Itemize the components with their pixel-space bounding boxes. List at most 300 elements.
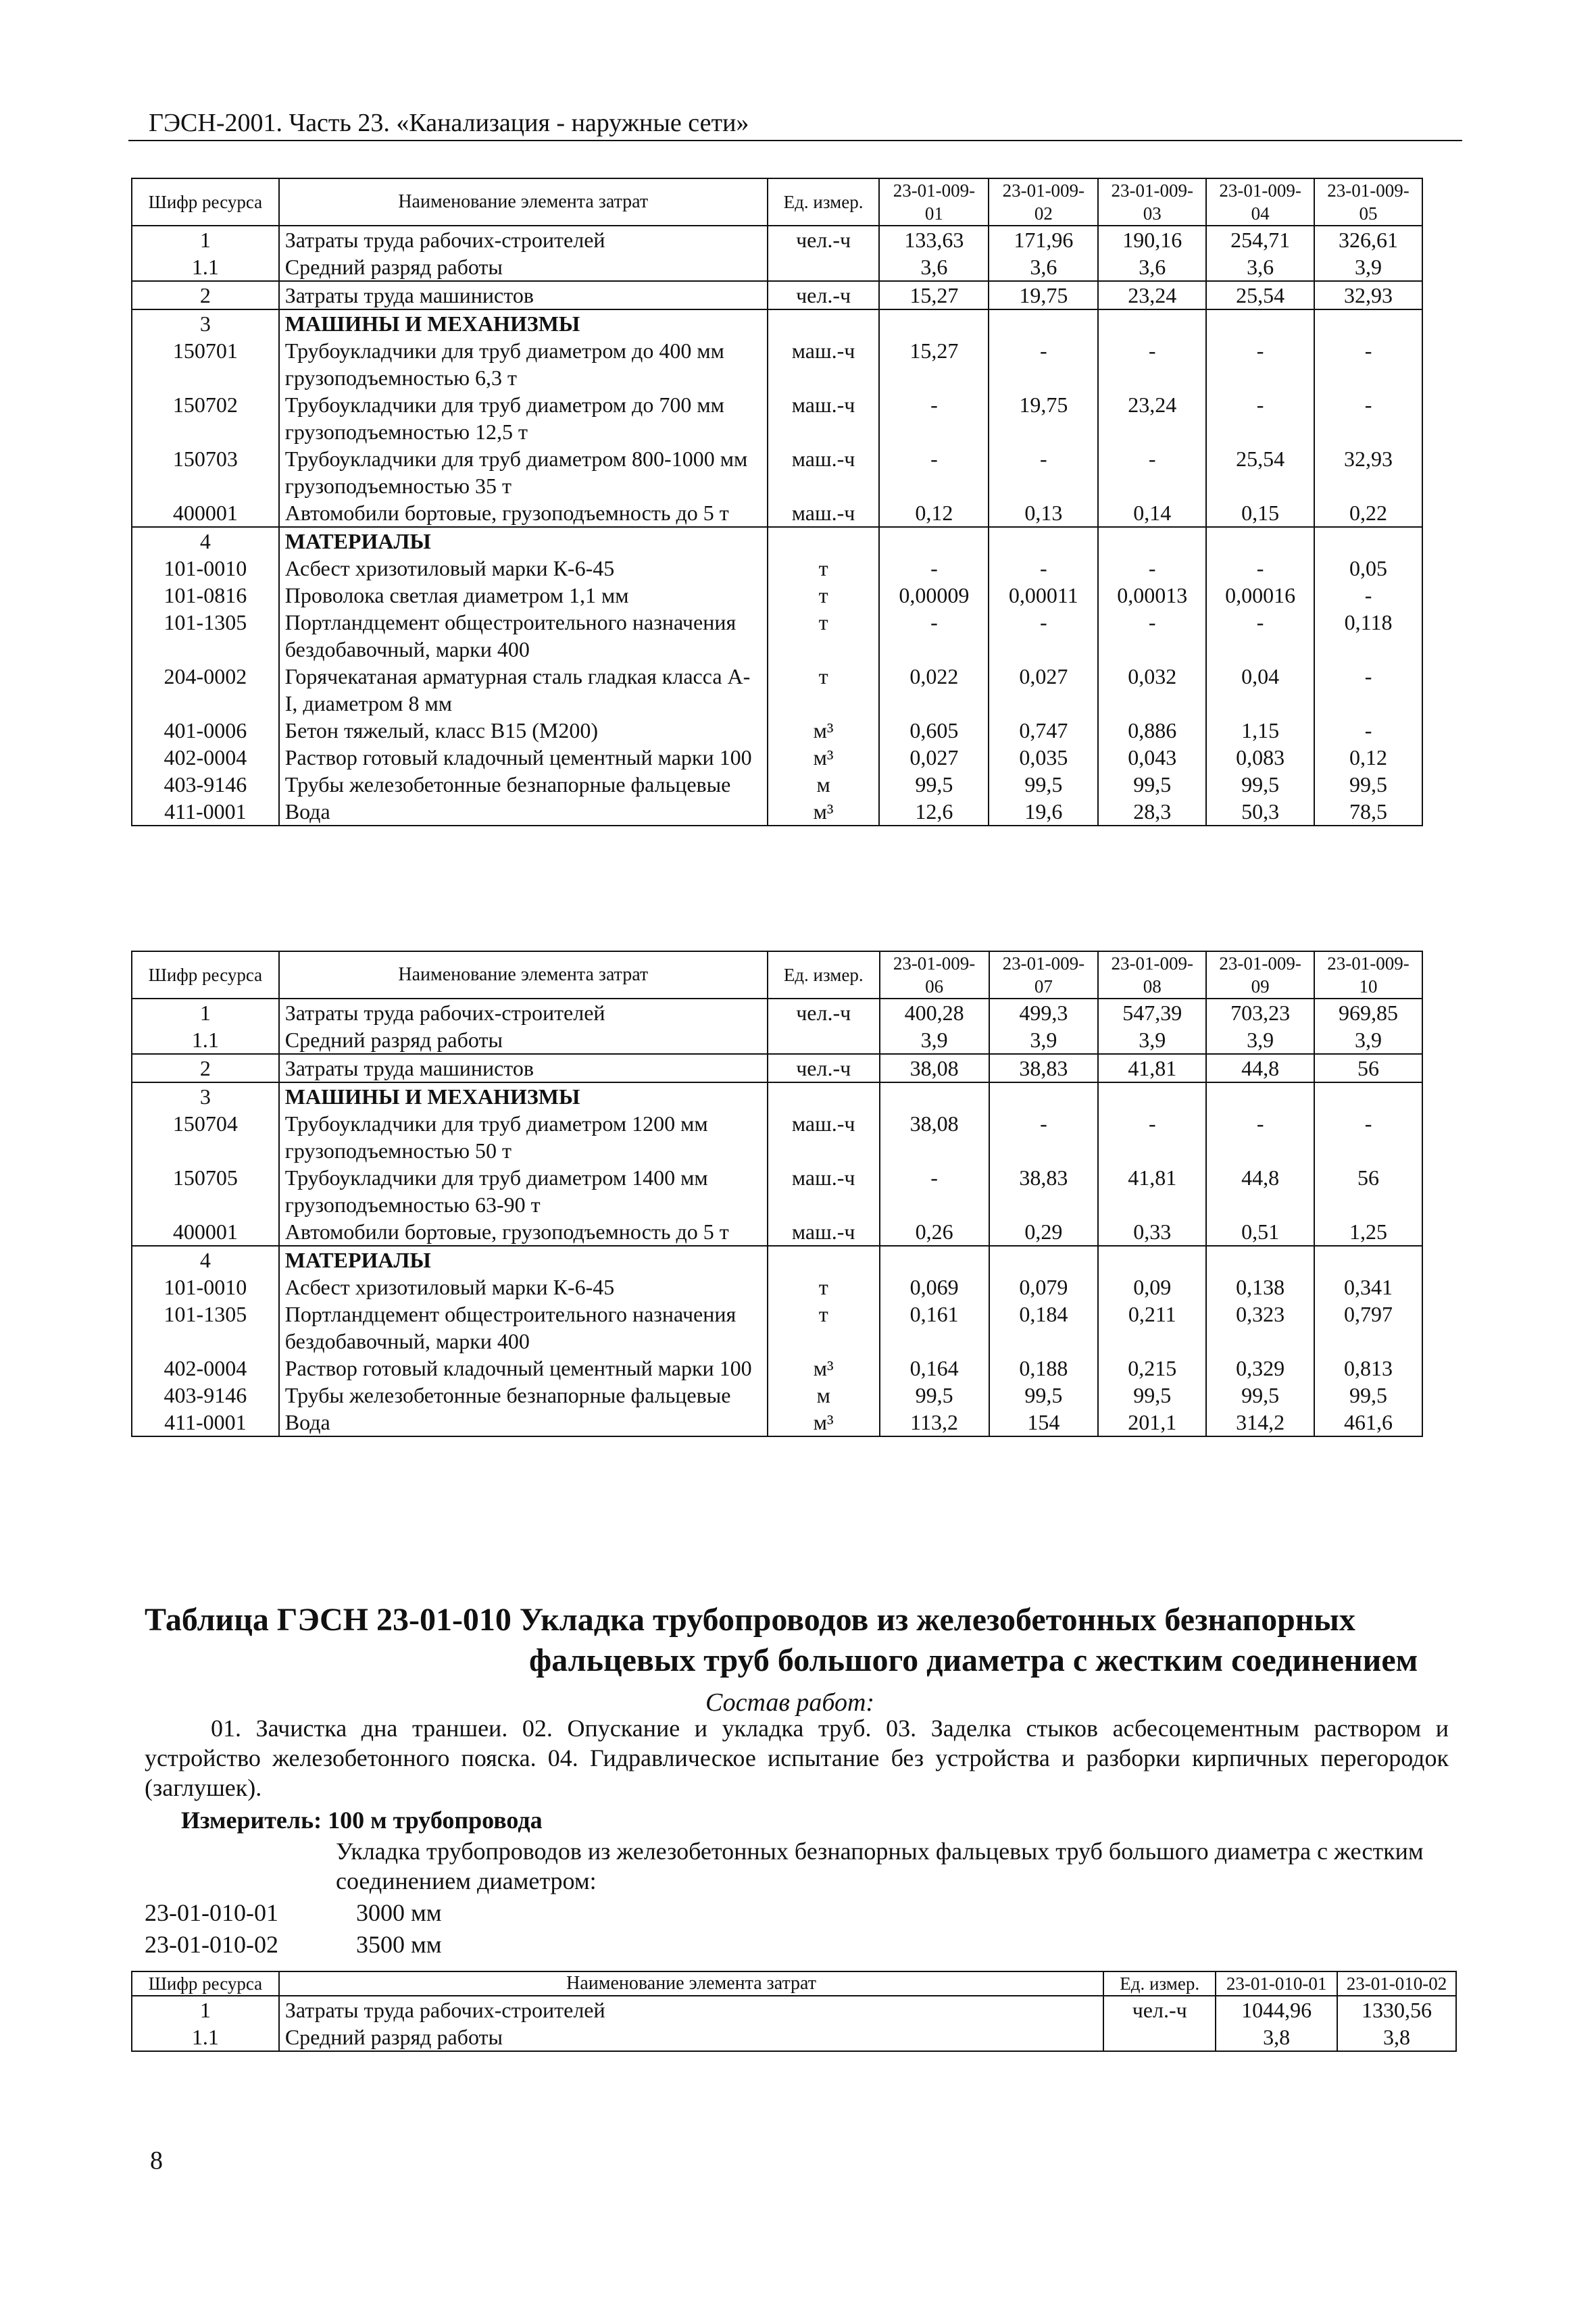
value-cell: 0,51 [1206,1218,1314,1246]
norm-code-row [145,1898,442,1927]
unit: маш.-ч [768,445,880,499]
value-cell: 0,022 [879,663,989,717]
column-header: Ед. измер. [1103,1971,1216,1996]
value-cell: - [989,445,1098,499]
value-cell: 0,188 [989,1355,1099,1382]
value-cell: - [1314,1110,1422,1164]
value-cell: 190,16 [1098,226,1206,253]
section-heading: МАШИНЫ И МЕХАНИЗМЫ [279,1082,768,1110]
table-row [132,1082,1422,1110]
value-cell: 0,161 [880,1301,989,1355]
resource-code: 1.1 [132,253,279,281]
value-cell: 0,184 [989,1301,1099,1355]
value-cell: 25,54 [1206,445,1314,499]
value-cell: - [1098,609,1206,663]
value-cell: 99,5 [880,1382,989,1409]
unit: чел.-ч [768,999,880,1026]
resource-name: Трубы железобетонные безнапорные фальцевые [279,771,768,798]
value-cell: 0,138 [1206,1274,1314,1301]
value-cell: 41,81 [1098,1164,1206,1218]
table-row [132,253,1422,281]
table-row [132,1996,1456,2023]
value-cell: 0,886 [1098,717,1206,744]
unit: м³ [768,798,880,826]
value-cell: 99,5 [989,771,1098,798]
value-cell: 99,5 [1098,1382,1206,1409]
resource-name: Затраты труда рабочих-строителей [279,226,768,253]
unit [768,527,880,555]
value-cell: - [1314,663,1422,717]
resource-name: Средний разряд работы [279,2023,1103,2051]
table-row [132,555,1422,582]
column-header: Наименование элемента затрат [279,951,768,999]
value-cell: 547,39 [1098,999,1206,1026]
value-cell: 0,22 [1314,499,1422,527]
resource-name: Трубоукладчики для труб диаметром 1400 мм грузоподъемностью 63-90 т [279,1164,768,1218]
value-cell [1206,309,1314,337]
value-cell: 0,069 [880,1274,989,1301]
value-cell: 19,6 [989,798,1098,826]
norm-diameter: 3500 мм [356,1931,442,1958]
value-cell: 28,3 [1098,798,1206,826]
value-cell: 154 [989,1409,1099,1436]
unit: чел.-ч [768,1054,880,1082]
running-header: ГЭСН-2001. Часть 23. «Канализация - наружные сети» [149,109,749,137]
value-cell: - [989,1110,1099,1164]
resource-code: 1.1 [132,2023,279,2051]
value-cell: 0,15 [1206,499,1314,527]
table-row [132,281,1422,309]
value-cell: 969,85 [1314,999,1422,1026]
value-cell: 201,1 [1098,1409,1206,1436]
resource-code: 400001 [132,499,279,527]
norm-code: 23-01-010-01 [145,1899,278,1926]
resource-code: 403-9146 [132,1382,279,1409]
table-row [132,2023,1456,2051]
norm-description: Укладка трубопроводов из железобетонных безнапорных фальцевых труб большого диаметра с жестким соединением диаметром: [336,1838,1424,1894]
column-header: 23-01-009-06 [880,951,989,999]
unit [768,1246,880,1274]
resource-code: 3 [132,1082,279,1110]
value-cell: 0,09 [1098,1274,1206,1301]
value-cell: 99,5 [1314,1382,1422,1409]
resource-name: Трубоукладчики для труб диаметром до 400 мм грузоподъемностью 6,3 т [279,337,768,391]
value-cell: 0,797 [1314,1301,1422,1355]
table-row [132,1110,1422,1164]
value-cell: - [879,555,989,582]
value-cell [879,309,989,337]
value-cell: 38,08 [880,1054,989,1082]
value-cell: 3,9 [1098,1026,1206,1054]
resource-name: Портландцемент общестроительного назначения бездобавочный, марки 400 [279,609,768,663]
value-cell: 0,043 [1098,744,1206,771]
resource-code: 3 [132,309,279,337]
value-cell: 3,9 [989,1026,1099,1054]
section-heading: МАТЕРИАЛЫ [279,527,768,555]
value-cell: 3,6 [879,253,989,281]
table-row [132,798,1422,826]
unit: т [768,609,880,663]
value-cell: - [880,1164,989,1218]
table-row [132,717,1422,744]
unit: м³ [768,1355,880,1382]
unit: м³ [768,717,880,744]
column-header: 23-01-009-08 [1098,951,1206,999]
value-cell: 0,083 [1206,744,1314,771]
resource-name: Бетон тяжелый, класс В15 (М200) [279,717,768,744]
resource-code: 402-0004 [132,1355,279,1382]
table-row [132,771,1422,798]
resource-code: 1 [132,999,279,1026]
value-cell: - [1098,555,1206,582]
column-header: 23-01-009-04 [1206,178,1314,226]
value-cell: 254,71 [1206,226,1314,253]
resource-name: Вода [279,1409,768,1436]
resource-name: Проволока светлая диаметром 1,1 мм [279,582,768,609]
value-cell: 0,05 [1314,555,1422,582]
table-row [132,1301,1422,1355]
norm-code-row [145,1930,442,1959]
unit: т [768,663,880,717]
value-cell: 50,3 [1206,798,1314,826]
value-cell: 78,5 [1314,798,1422,826]
value-cell: - [989,555,1098,582]
value-cell: 3,6 [1098,253,1206,281]
table-row [132,527,1422,555]
value-cell [1098,1246,1206,1274]
unit [1103,2023,1216,2051]
section-heading: МАШИНЫ И МЕХАНИЗМЫ [279,309,768,337]
value-cell: 0,027 [989,663,1098,717]
value-cell: 99,5 [1098,771,1206,798]
table-row [132,1274,1422,1301]
column-header: 23-01-009-05 [1314,178,1422,226]
value-cell: 99,5 [879,771,989,798]
value-cell: 3,8 [1337,2023,1456,2051]
meter-label: Измеритель: 100 м трубопровода [181,1807,543,1834]
value-cell: 0,00013 [1098,582,1206,609]
value-cell: 99,5 [1206,771,1314,798]
unit: т [768,1274,880,1301]
column-header: Ед. измер. [768,178,880,226]
resource-code: 400001 [132,1218,279,1246]
resource-code: 150703 [132,445,279,499]
resource-name: Затраты труда машинистов [279,281,768,309]
table-row [132,1409,1422,1436]
column-header: Шифр ресурса [132,951,279,999]
column-header: 23-01-009-09 [1206,951,1314,999]
value-cell: - [879,609,989,663]
unit: чел.-ч [768,226,880,253]
table-title-line2: фальцевых труб большого диаметра с жестким соединением [529,1642,1418,1678]
resource-name: Раствор готовый кладочный цементный марки 100 [279,744,768,771]
table-row [132,499,1422,527]
resource-name: Раствор готовый кладочный цементный марки 100 [279,1355,768,1382]
table-row [132,309,1422,337]
value-cell: 1,15 [1206,717,1314,744]
value-cell [1314,527,1422,555]
value-cell [1314,1082,1422,1110]
column-header: Шифр ресурса [132,1971,279,1996]
value-cell: 15,27 [879,281,989,309]
value-cell: 56 [1314,1054,1422,1082]
resource-name: Трубы железобетонные безнапорные фальцевые [279,1382,768,1409]
value-cell: 44,8 [1206,1054,1314,1082]
value-cell: 3,9 [1314,1026,1422,1054]
unit: т [768,1301,880,1355]
value-cell: 0,13 [989,499,1098,527]
header-rule [128,140,1462,141]
table-row [132,663,1422,717]
work-composition-text: 01. Зачистка дна траншеи. 02. Опускание и укладка труб. 03. Заделка стыков асбесоцементным раствором и устройство железобетонного пояска. 04. Гидравлическое испытание без устройства и разборки кирпичных перегородок (заглушек). [145,1715,1449,1801]
value-cell: 0,00016 [1206,582,1314,609]
value-cell: 3,8 [1216,2023,1337,2051]
table-row [132,1355,1422,1382]
table-row [132,445,1422,499]
value-cell: 0,079 [989,1274,1099,1301]
resource-code: 402-0004 [132,744,279,771]
norm-code: 23-01-010-02 [145,1931,278,1958]
resource-code: 101-1305 [132,609,279,663]
value-cell: - [1206,609,1314,663]
resource-code: 4 [132,527,279,555]
unit: маш.-ч [768,1218,880,1246]
table-row [132,1218,1422,1246]
column-header: Шифр ресурса [132,178,279,226]
resource-code: 150704 [132,1110,279,1164]
work-composition-label: Состав работ: [705,1688,875,1717]
resource-name: Асбест хризотиловый марки К-6-45 [279,555,768,582]
value-cell: - [1098,1110,1206,1164]
value-cell: 19,75 [989,281,1098,309]
resource-code: 204-0002 [132,663,279,717]
resource-code: 101-0010 [132,555,279,582]
value-cell [989,527,1098,555]
value-cell [1314,309,1422,337]
value-cell: 0,12 [1314,744,1422,771]
resource-code: 1.1 [132,1026,279,1054]
unit: маш.-ч [768,391,880,445]
value-cell: 1044,96 [1216,1996,1337,2023]
resource-code: 403-9146 [132,771,279,798]
table-row [132,1382,1422,1409]
value-cell: - [1206,337,1314,391]
column-header: 23-01-009-02 [989,178,1098,226]
resource-name: Средний разряд работы [279,1026,768,1054]
table-row [132,391,1422,445]
value-cell: 0,118 [1314,609,1422,663]
value-cell: 25,54 [1206,281,1314,309]
value-cell: - [879,445,989,499]
resource-name: Средний разряд работы [279,253,768,281]
value-cell: 99,5 [1314,771,1422,798]
resource-code: 150705 [132,1164,279,1218]
column-header: Ед. измер. [768,951,880,999]
value-cell: 0,12 [879,499,989,527]
value-cell: 12,6 [879,798,989,826]
resource-code: 411-0001 [132,798,279,826]
resource-code: 150702 [132,391,279,445]
value-cell [1314,1246,1422,1274]
resource-code: 411-0001 [132,1409,279,1436]
table-row [132,1026,1422,1054]
value-cell: - [1314,391,1422,445]
value-cell: 32,93 [1314,445,1422,499]
resource-code: 2 [132,1054,279,1082]
resource-code: 1 [132,1996,279,2023]
value-cell [1098,527,1206,555]
value-cell: 113,2 [880,1409,989,1436]
resource-name: Трубоукладчики для труб диаметром 1200 мм грузоподъемностью 50 т [279,1110,768,1164]
value-cell [1098,309,1206,337]
value-cell: 0,329 [1206,1355,1314,1382]
table-row [132,226,1422,253]
value-cell: 400,28 [880,999,989,1026]
value-cell [1206,527,1314,555]
unit: маш.-ч [768,499,880,527]
value-cell: 326,61 [1314,226,1422,253]
resource-code: 401-0006 [132,717,279,744]
value-cell: - [1206,1110,1314,1164]
value-cell [989,1082,1099,1110]
value-cell: 38,83 [989,1164,1099,1218]
section-heading: МАТЕРИАЛЫ [279,1246,768,1274]
column-header: 23-01-010-02 [1337,1971,1456,1996]
value-cell: 0,04 [1206,663,1314,717]
value-cell: 3,9 [880,1026,989,1054]
value-cell: 1330,56 [1337,1996,1456,2023]
resource-name: Автомобили бортовые, грузоподъемность до 5 т [279,499,768,527]
value-cell: 0,032 [1098,663,1206,717]
resource-code: 101-0010 [132,1274,279,1301]
value-cell: 3,9 [1314,253,1422,281]
table-row [132,1164,1422,1218]
value-cell: - [879,391,989,445]
value-cell: 19,75 [989,391,1098,445]
value-cell: 0,33 [1098,1218,1206,1246]
value-cell: 44,8 [1206,1164,1314,1218]
value-cell [989,309,1098,337]
value-cell: 499,3 [989,999,1099,1026]
value-cell: 41,81 [1098,1054,1206,1082]
column-header: Наименование элемента затрат [279,1971,1103,1996]
resource-name: Затраты труда машинистов [279,1054,768,1082]
value-cell [880,1246,989,1274]
resource-name: Трубоукладчики для труб диаметром 800-1000 мм грузоподъемностью 35 т [279,445,768,499]
column-header: 23-01-009-07 [989,951,1099,999]
unit [768,309,880,337]
column-header: 23-01-009-03 [1098,178,1206,226]
value-cell: 0,215 [1098,1355,1206,1382]
value-cell: - [1098,337,1206,391]
resource-name: Затраты труда рабочих-строителей [279,999,768,1026]
value-cell: 133,63 [879,226,989,253]
unit: чел.-ч [768,281,880,309]
value-cell [880,1082,989,1110]
unit: маш.-ч [768,1110,880,1164]
value-cell: 15,27 [879,337,989,391]
value-cell: - [1206,555,1314,582]
value-cell: 0,027 [879,744,989,771]
value-cell [1206,1082,1314,1110]
value-cell: 0,164 [880,1355,989,1382]
resource-name: Трубоукладчики для труб диаметром до 700 мм грузоподъемностью 12,5 т [279,391,768,445]
value-cell: 3,9 [1206,1026,1314,1054]
value-cell: 0,00011 [989,582,1098,609]
unit [768,1026,880,1054]
value-cell: - [989,609,1098,663]
unit: м [768,1382,880,1409]
unit: чел.-ч [1103,1996,1216,2023]
column-header: 23-01-009-10 [1314,951,1422,999]
resource-name: Асбест хризотиловый марки К-6-45 [279,1274,768,1301]
value-cell: 0,747 [989,717,1098,744]
value-cell [879,527,989,555]
value-cell: 32,93 [1314,281,1422,309]
value-cell [989,1246,1099,1274]
resource-name: Затраты труда рабочих-строителей [279,1996,1103,2023]
value-cell: 171,96 [989,226,1098,253]
table-row [132,337,1422,391]
value-cell: - [1314,337,1422,391]
value-cell: 3,6 [1206,253,1314,281]
value-cell: 703,23 [1206,999,1314,1026]
page-number: 8 [150,2146,163,2175]
unit: м [768,771,880,798]
value-cell: 0,605 [879,717,989,744]
value-cell: 99,5 [989,1382,1099,1409]
value-cell: 23,24 [1098,281,1206,309]
value-cell: - [1206,391,1314,445]
table-row [132,999,1422,1026]
value-cell: 1,25 [1314,1218,1422,1246]
resource-table-009-06-10 [131,951,1423,1437]
table-row [132,1246,1422,1274]
value-cell: 0,26 [880,1218,989,1246]
unit: т [768,555,880,582]
value-cell: 38,83 [989,1054,1099,1082]
value-cell: 0,00009 [879,582,989,609]
resource-code: 101-0816 [132,582,279,609]
value-cell: 314,2 [1206,1409,1314,1436]
table-row [132,744,1422,771]
resource-code: 1 [132,226,279,253]
value-cell [1098,1082,1206,1110]
unit: маш.-ч [768,1164,880,1218]
unit: т [768,582,880,609]
value-cell: - [989,337,1098,391]
unit: м³ [768,1409,880,1436]
value-cell: 0,211 [1098,1301,1206,1355]
value-cell: 3,6 [989,253,1098,281]
unit [768,1082,880,1110]
value-cell: 0,035 [989,744,1098,771]
value-cell: 38,08 [880,1110,989,1164]
resource-code: 150701 [132,337,279,391]
value-cell: 56 [1314,1164,1422,1218]
unit: маш.-ч [768,337,880,391]
resource-name: Портландцемент общестроительного назначения бездобавочный, марки 400 [279,1301,768,1355]
table-title-line1: Таблица ГЭСН 23-01-010 Укладка трубопроводов из железобетонных безнапорных [145,1602,1355,1638]
unit: м³ [768,744,880,771]
value-cell: 0,813 [1314,1355,1422,1382]
value-cell: 0,14 [1098,499,1206,527]
column-header: Наименование элемента затрат [279,178,768,226]
value-cell: 99,5 [1206,1382,1314,1409]
table-row [132,609,1422,663]
resource-name: Вода [279,798,768,826]
resource-table-010 [131,1971,1457,2052]
